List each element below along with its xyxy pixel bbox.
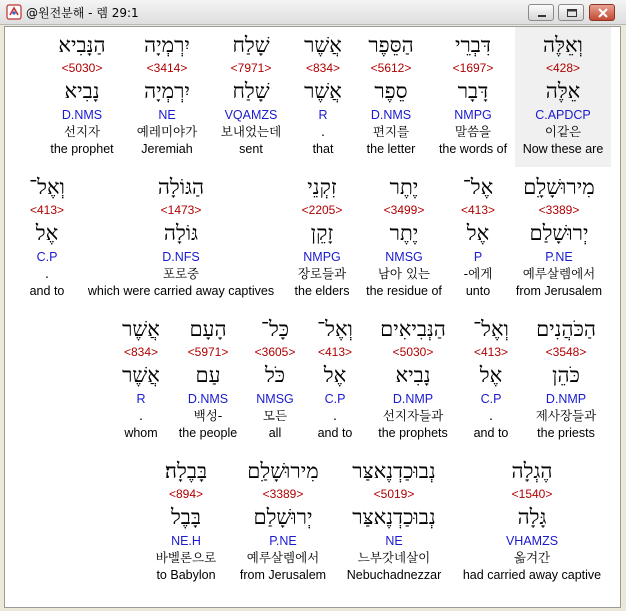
parsing-code: NMPG [454, 108, 492, 122]
word-cell[interactable] [361, 173, 447, 307]
parsing-code: D.NMS [187, 392, 229, 406]
word-cell[interactable] [523, 315, 609, 449]
parsing-app-icon [6, 4, 22, 20]
english-gloss: the priests [537, 426, 595, 440]
hebrew-lemma: זָקֵן [310, 221, 334, 245]
parsing-code: D.NMP [545, 392, 587, 406]
hebrew-word: זִקְנֵי [307, 175, 337, 199]
strongs-number[interactable]: <5030> [61, 61, 103, 75]
korean-gloss: 말씀을 [454, 124, 492, 139]
english-gloss: the residue of [366, 284, 442, 298]
hebrew-word: מִירוּשָׁלִָם [523, 175, 595, 199]
strongs-number[interactable]: <3389> [538, 203, 580, 217]
strongs-number[interactable]: <3389> [262, 487, 304, 501]
hebrew-word: אֶל־ [462, 175, 494, 199]
korean-gloss: 포로중 [162, 266, 200, 281]
english-gloss: from Jerusalem [239, 568, 327, 582]
close-button[interactable] [589, 4, 615, 21]
hebrew-word: הָעָם [189, 317, 227, 341]
english-gloss: and to [317, 426, 353, 440]
korean-gloss: 보내었는데 [220, 124, 282, 139]
parsing-code: D.NMS [370, 108, 412, 122]
word-cell[interactable] [339, 457, 449, 591]
parsing-code: NMPG [303, 250, 341, 264]
korean-gloss: 편지를 [372, 124, 410, 139]
hebrew-word: דִּבְרֵי [454, 33, 492, 57]
word-cell[interactable] [457, 457, 607, 591]
strongs-number[interactable]: <3499> [383, 203, 425, 217]
korean-gloss: . [333, 408, 337, 423]
hebrew-word: אֲשֶׁר [122, 317, 160, 341]
hebrew-word: נְבוּכַדְנֶאצַּר [352, 459, 436, 483]
korean-gloss: . [139, 408, 143, 423]
hebrew-word: אֲשֶׁר [304, 33, 342, 57]
korean-gloss: -에게 [463, 266, 493, 281]
korean-gloss: 옮겨간 [513, 550, 551, 565]
maximize-button[interactable] [558, 4, 584, 21]
hebrew-word: כָּל־ [260, 317, 290, 341]
minimize-button[interactable] [528, 4, 554, 21]
hebrew-word: וְאֶל־ [29, 175, 65, 199]
korean-gloss: . [489, 408, 493, 423]
english-gloss: the people [178, 426, 238, 440]
hebrew-lemma: אֲשֶׁר [122, 363, 160, 387]
parsing-code: P.NE [545, 250, 573, 264]
hebrew-lemma: כֹּל [264, 363, 286, 387]
korean-gloss: 모든 [262, 408, 288, 423]
hebrew-lemma: אֶל [35, 221, 59, 245]
hebrew-lemma: בָּבֶל [170, 505, 202, 529]
word-cell[interactable] [309, 315, 361, 449]
korean-gloss: 이같은 [544, 124, 582, 139]
korean-gloss: 예루살렘에서 [246, 550, 320, 565]
english-gloss: and to [473, 426, 509, 440]
korean-gloss: 제사장들과 [535, 408, 597, 423]
hebrew-lemma: יִרְמְיָה [144, 79, 190, 103]
word-cell[interactable] [21, 173, 73, 307]
parsing-code: NMSG [385, 250, 423, 264]
strongs-number[interactable]: <5019> [373, 487, 415, 501]
maximize-icon [559, 5, 585, 22]
korean-gloss: . [45, 266, 49, 281]
hebrew-word: הֶגְלָה [511, 459, 553, 483]
korean-gloss: 장로들과 [297, 266, 347, 281]
korean-gloss: . [321, 124, 325, 139]
hebrew-lemma: שָׁלַח [232, 79, 270, 103]
parsing-code: R [318, 108, 328, 122]
parsing-code: R [136, 392, 146, 406]
parsing-code: NE.H [171, 534, 201, 548]
strongs-number[interactable]: <1697> [452, 61, 494, 75]
hebrew-lemma: עַם [195, 363, 221, 387]
hebrew-word: הַנָּבִיא [58, 33, 106, 57]
hebrew-word: הַכֹּהֲנִים [536, 317, 596, 341]
parsing-code: D.NMP [392, 392, 434, 406]
parsing-code: D.NMS [61, 108, 103, 122]
korean-gloss: 느부갓네살이 [357, 550, 431, 565]
hebrew-word: מִירוּשָׁלִַם [247, 459, 319, 483]
hebrew-lemma: אֶל [323, 363, 347, 387]
parsing-view [4, 26, 621, 608]
strongs-number[interactable]: <3605> [254, 345, 296, 359]
parsing-code: VQAMZS [224, 108, 278, 122]
word-cell[interactable] [289, 173, 355, 307]
korean-gloss: 남아 있는 [377, 266, 431, 281]
hebrew-lemma: גּוֹלָה [163, 221, 199, 245]
strongs-number[interactable]: <3414> [146, 61, 188, 75]
korean-gloss: 예레미야가 [136, 124, 198, 139]
parsing-code: NMSG [256, 392, 294, 406]
word-cell[interactable] [83, 173, 279, 307]
parsing-code: P.NE [269, 534, 297, 548]
korean-gloss: 예루살렘에서 [522, 266, 596, 281]
hebrew-word: הַגּוֹלָה [157, 175, 205, 199]
hebrew-word: יִרְמְיָה [144, 33, 190, 57]
hebrew-lemma: גָּלָה [517, 505, 547, 529]
strongs-number[interactable]: <413> [29, 203, 65, 217]
parsing-code: P [473, 250, 483, 264]
hebrew-lemma: יְרוּשָׁלַם [529, 221, 589, 245]
parsing-code: D.NFS [162, 250, 200, 264]
strongs-number[interactable]: <894> [168, 487, 204, 501]
word-cell[interactable] [249, 315, 301, 449]
word-cell[interactable] [463, 315, 519, 449]
english-gloss: the prophets [378, 426, 448, 440]
window-title: @원전분해 - 렘 29:1 [26, 6, 139, 20]
word-cell[interactable] [127, 31, 207, 165]
english-gloss: sent [239, 142, 263, 156]
hebrew-lemma: יֶתֶר [389, 221, 419, 245]
word-cell[interactable] [509, 173, 609, 307]
parsing-code: VHAMZS [505, 534, 559, 548]
hebrew-word: שָׁלַח [232, 33, 270, 57]
strongs-number[interactable]: <3548> [545, 345, 587, 359]
word-cell[interactable] [451, 173, 505, 307]
word-cell[interactable] [431, 31, 515, 165]
word-cell[interactable] [41, 31, 123, 165]
word-cell[interactable] [515, 27, 611, 167]
hebrew-word: וְאֵלֶּה [543, 33, 583, 57]
hebrew-lemma: נָבִיא [64, 79, 100, 103]
parsing-code: NE [385, 534, 403, 548]
english-gloss: the elders [294, 284, 350, 298]
hebrew-lemma: אֶל [466, 221, 490, 245]
hebrew-lemma: אֵלֶּה [545, 79, 581, 103]
strongs-number[interactable]: <5612> [370, 61, 412, 75]
hebrew-word: הַנְּבִיאִים [380, 317, 446, 341]
hebrew-lemma: נָבִיא [395, 363, 431, 387]
word-cell[interactable] [115, 315, 167, 449]
english-gloss: Nebuchadnezzar [346, 568, 442, 582]
strongs-number[interactable]: <5030> [392, 345, 434, 359]
word-cell[interactable] [369, 315, 457, 449]
english-gloss: the prophet [50, 142, 114, 156]
word-cell[interactable] [295, 31, 351, 165]
strongs-number[interactable]: <1540> [511, 487, 553, 501]
strongs-number[interactable]: <2205> [301, 203, 343, 217]
parsing-code: C.APDCP [535, 108, 591, 122]
korean-gloss: 선지자들과 [382, 408, 444, 423]
korean-gloss: 백성- [193, 408, 223, 423]
korean-gloss: 바벨론으로 [155, 550, 217, 565]
hebrew-lemma: נְבוּכַדְנֶאצַּר [352, 505, 436, 529]
hebrew-lemma: יְרוּשָׁלַם [253, 505, 313, 529]
strongs-number[interactable]: <5971> [187, 345, 229, 359]
english-gloss: that [312, 142, 334, 156]
word-cell[interactable] [173, 315, 243, 449]
hebrew-lemma: אֲשֶׁר [304, 79, 342, 103]
word-cell[interactable] [355, 31, 427, 165]
english-gloss: Jeremiah [141, 142, 193, 156]
english-gloss: from Jerusalem [515, 284, 603, 298]
parsing-code: C.P [324, 392, 346, 406]
english-gloss: the words of [438, 142, 508, 156]
english-gloss: to Babylon [156, 568, 216, 582]
hebrew-word: בָּבֶלָה׃ [164, 459, 208, 483]
hebrew-word: וְאֶל־ [473, 317, 509, 341]
english-gloss: whom [124, 426, 158, 440]
hebrew-lemma: דָּבָר [457, 79, 489, 103]
english-gloss: which were carried away captives [87, 284, 275, 298]
hebrew-word: יֶתֶר [389, 175, 419, 199]
strongs-number[interactable]: <834> [305, 61, 341, 75]
strongs-number[interactable]: <7971> [230, 61, 272, 75]
english-gloss: all [268, 426, 282, 440]
hebrew-word: הַסֵּפֶר [368, 33, 414, 57]
hebrew-lemma: כֹּהֵן [552, 363, 580, 387]
strongs-number[interactable]: <413> [460, 203, 496, 217]
korean-gloss: 선지자 [63, 124, 101, 139]
english-gloss: Now these are [522, 142, 604, 156]
strongs-number[interactable]: <413> [317, 345, 353, 359]
english-gloss: the letter [366, 142, 416, 156]
hebrew-lemma: סֵפֶר [374, 79, 408, 103]
minimize-icon [529, 5, 555, 22]
parsing-code: C.P [480, 392, 502, 406]
hebrew-lemma: אֶל [479, 363, 503, 387]
close-icon [590, 5, 616, 22]
strongs-number[interactable]: <1473> [160, 203, 202, 217]
english-gloss: had carried away captive [462, 568, 602, 582]
english-gloss: unto [465, 284, 491, 298]
strongs-number[interactable]: <428> [545, 61, 581, 75]
word-cell[interactable] [211, 31, 291, 165]
strongs-number[interactable]: <413> [473, 345, 509, 359]
english-gloss: and to [29, 284, 65, 298]
title-bar[interactable] [0, 0, 626, 25]
word-cell[interactable] [233, 457, 333, 591]
parsing-code: NE [158, 108, 176, 122]
strongs-number[interactable]: <834> [123, 345, 159, 359]
word-cell[interactable] [143, 457, 229, 591]
hebrew-word: וְאֶל־ [317, 317, 353, 341]
parsing-code: C.P [36, 250, 58, 264]
